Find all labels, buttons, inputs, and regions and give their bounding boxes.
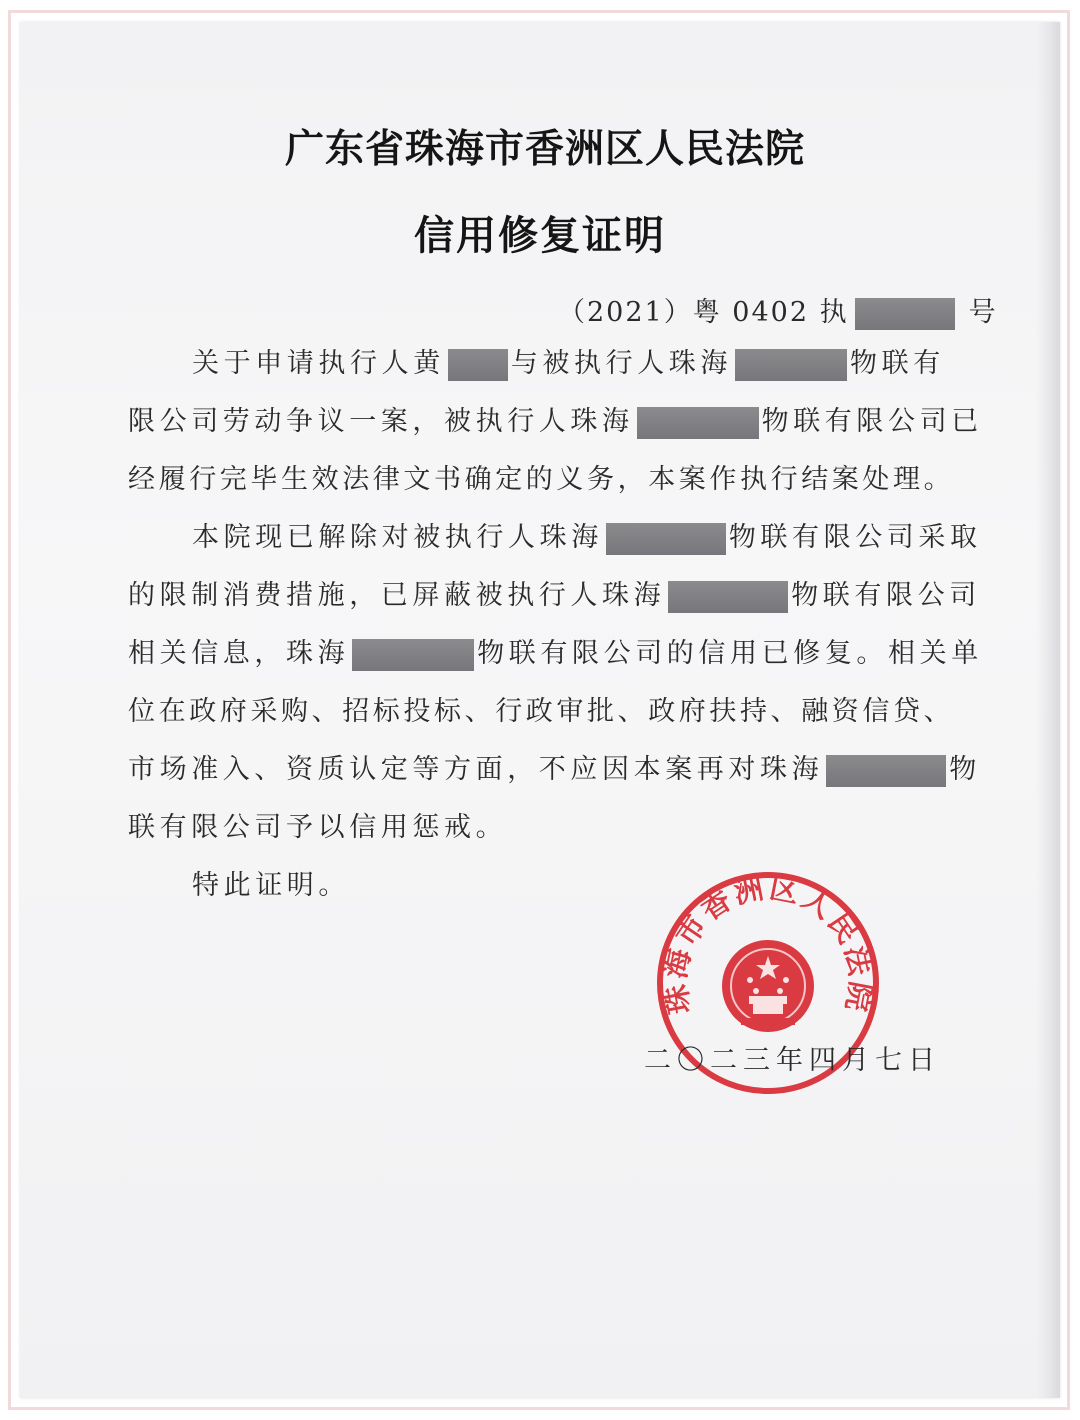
document-title: 信用修复证明	[414, 212, 666, 259]
redaction-block	[352, 639, 474, 671]
text-segment: 市场准入、资质认定等方面，不应因本案再对珠海	[128, 754, 824, 785]
paragraph-2-line-4: 位在政府采购、招标投标、行政审批、政府扶持、融资信贷、	[128, 696, 955, 727]
paragraph-2-line-5	[128, 753, 981, 787]
text-segment: 物	[949, 754, 981, 785]
issue-date: 二〇二三年四月七日	[644, 1045, 941, 1076]
national-emblem-icon	[722, 940, 814, 1032]
redaction-block	[826, 755, 946, 787]
redaction-block	[855, 298, 955, 330]
paragraph-2-line-3	[128, 637, 983, 671]
text-segment: 与被执行人珠海	[510, 348, 733, 379]
redaction-block	[606, 523, 726, 555]
paragraph-1-line-3: 经履行完毕生效法律文书确定的义务，本案作执行结案处理。	[128, 464, 955, 495]
text-segment: 物联有	[850, 348, 945, 379]
redaction-block	[448, 349, 508, 381]
paragraph-2-line-2	[128, 579, 981, 613]
text-segment: 本院现已解除对被执行人珠海	[192, 522, 603, 553]
text-segment: 物联有限公司	[791, 580, 981, 611]
paragraph-2-line-1	[192, 521, 982, 555]
text-segment: 的限制消费措施，已屏蔽被执行人珠海	[128, 580, 666, 611]
text-segment: 限公司劳动争议一案，被执行人珠海	[128, 406, 634, 437]
court-title: 广东省珠海市香洲区人民法院	[284, 126, 805, 172]
closing-statement: 特此证明。	[192, 870, 350, 901]
text-segment: 物联有限公司的信用已修复。相关单	[477, 638, 983, 669]
redaction-block	[668, 581, 788, 613]
case-number-suffix: 号	[968, 297, 998, 328]
paragraph-1-line-2	[128, 405, 983, 439]
text-segment: 物联有限公司采取	[728, 522, 982, 553]
paragraph-2-line-6: 联有限公司予以信用惩戒。	[128, 812, 508, 843]
case-number-prefix: （2021）粤 0402 执	[558, 297, 849, 328]
redaction-block	[637, 407, 759, 439]
seal-text: 珠海市香洲区人民法院	[657, 870, 879, 1017]
paragraph-1-line-1	[192, 347, 972, 381]
text-segment: 相关信息，珠海	[128, 638, 350, 669]
document-paper	[20, 22, 1060, 1398]
text-segment: 物联有限公司已	[761, 406, 983, 437]
text-segment: 关于申请执行人黄	[192, 348, 445, 379]
redaction-block	[735, 349, 847, 381]
case-number	[558, 290, 998, 330]
